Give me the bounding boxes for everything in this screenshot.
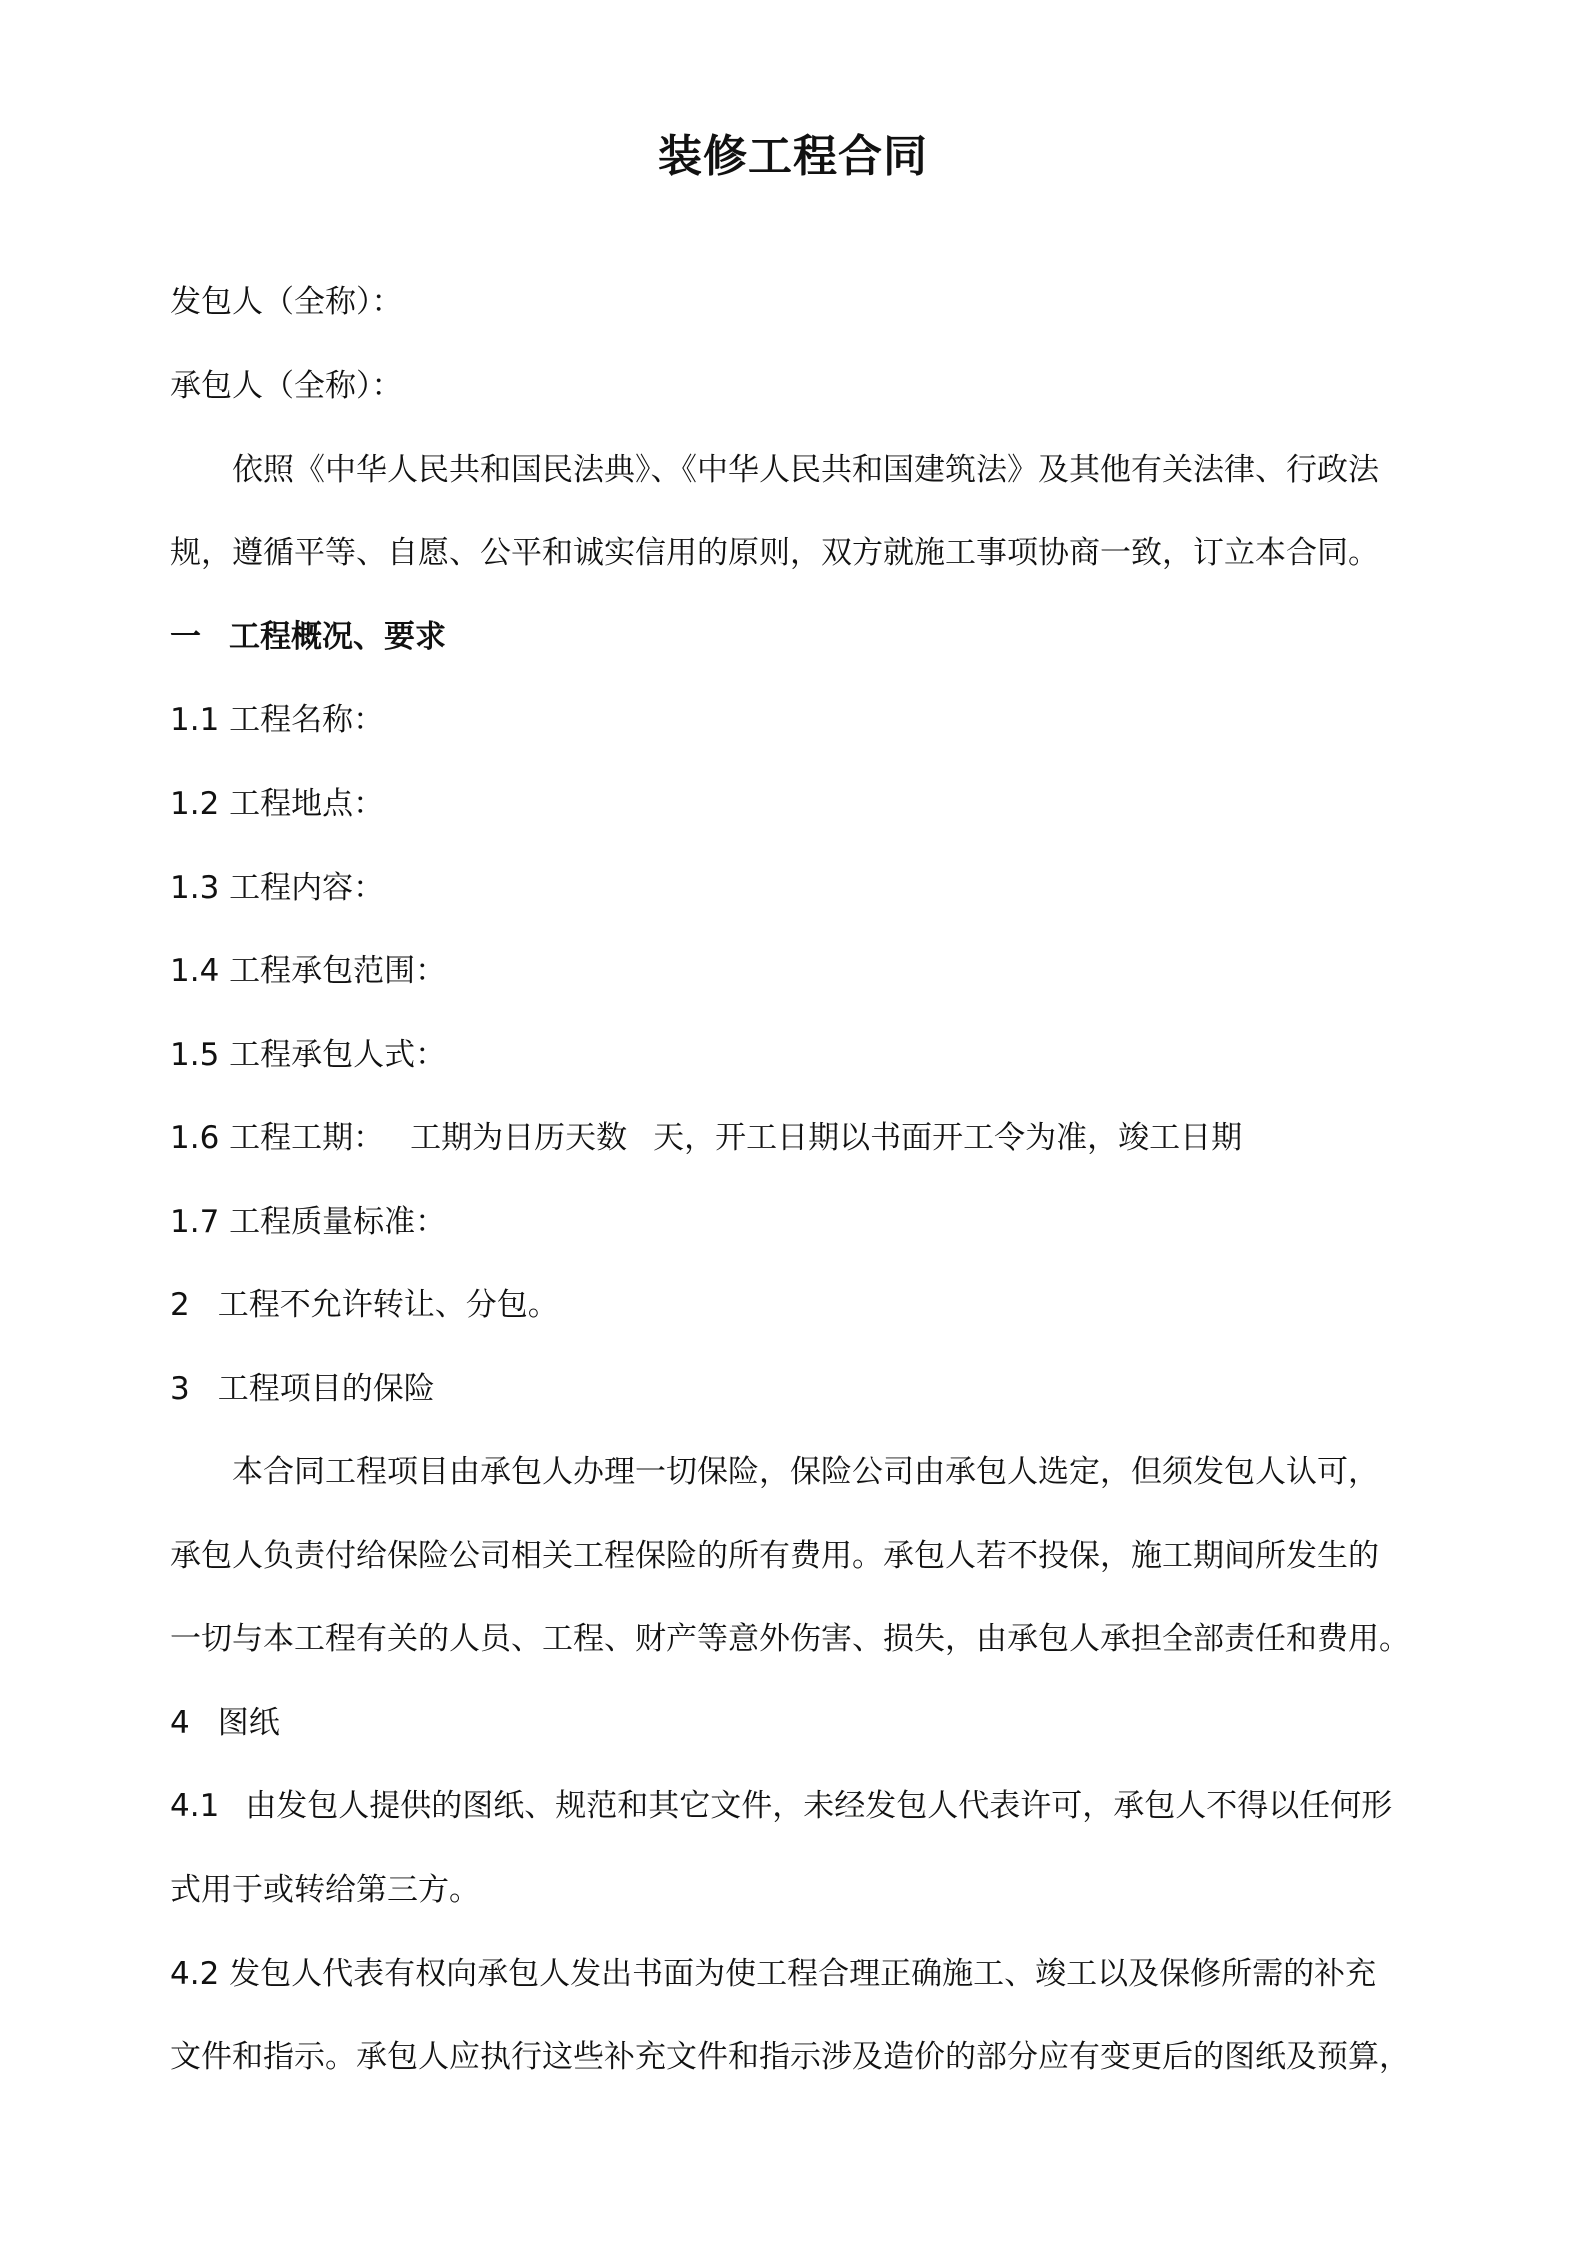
item-1-2: 1.2 工程地点：	[170, 786, 385, 822]
section-1-title: 工程概况、要求	[229, 619, 446, 655]
intro-line-2: 规，遵循平等、自愿、公平和诚实信用的原则，双方就施工事项协商一致，订立本合同。	[170, 535, 1379, 571]
section-3-number: 3	[170, 1371, 190, 1407]
section-4-number: 4	[170, 1705, 190, 1741]
item-1-1: 1.1 工程名称：	[170, 702, 385, 738]
item-1-7: 1.7 工程质量标准：	[170, 1204, 447, 1240]
period-start-text: 天，开工日期以书面开工令为准，竣工日期	[653, 1120, 1243, 1156]
item-4-1-text: 由发包人提供的图纸、规范和其它文件，未经发包人代表许可，承包人不得以任何形	[245, 1788, 1393, 1824]
section-3-heading	[170, 1369, 435, 1409]
party-b-label: 承包人（全称）：	[170, 368, 403, 404]
section-3-para-line-2: 承包人负责付给保险公司相关工程保险的所有费用。承包人若不投保，施工期间所发生的	[170, 1538, 1379, 1574]
section-2	[170, 1285, 559, 1325]
item-1-5: 1.5 工程承包人式：	[170, 1037, 447, 1073]
section-3-para-line-1: 本合同工程项目由承包人办理一切保险，保险公司由承包人选定，但须发包人认可，	[232, 1454, 1379, 1490]
period-label: 1.6 工程工期：	[170, 1120, 385, 1156]
party-a-label: 发包人（全称）：	[170, 284, 403, 320]
section-4-heading	[170, 1703, 280, 1743]
document-title: 装修工程合同	[658, 131, 928, 182]
item-1-4: 1.4 工程承包范围：	[170, 953, 447, 989]
item-4-1-number: 4.1	[170, 1788, 220, 1824]
section-2-number: 2	[170, 1287, 190, 1323]
item-4-2-line-1: 4.2 发包人代表有权向承包人发出书面为使工程合理正确施工、竣工以及保修所需的补充	[170, 1956, 1377, 1992]
section-3-title: 工程项目的保险	[217, 1371, 435, 1407]
section-4-title: 图纸	[217, 1705, 280, 1741]
section-1-heading	[170, 617, 446, 657]
item-4-1-line-2: 式用于或转给第三方。	[170, 1872, 480, 1908]
section-3-para-line-3: 一切与本工程有关的人员、工程、财产等意外伤害、损失，由承包人承担全部责任和费用。	[170, 1621, 1410, 1657]
intro-line-1: 依照《中华人民共和国民法典》、《中华人民共和国建筑法》及其他有关法律、行政法	[232, 452, 1379, 488]
item-4-2-line-2: 文件和指示。承包人应执行这些补充文件和指示涉及造价的部分应有变更后的图纸及预算，	[170, 2039, 1410, 2075]
section-1-number: 一	[170, 619, 201, 655]
item-4-1-line-1	[170, 1786, 1392, 1826]
section-2-text: 工程不允许转让、分包。	[217, 1287, 559, 1323]
item-1-3: 1.3 工程内容：	[170, 870, 385, 906]
period-days-text: 工期为日历天数	[410, 1120, 628, 1156]
item-1-6	[170, 1118, 1242, 1158]
